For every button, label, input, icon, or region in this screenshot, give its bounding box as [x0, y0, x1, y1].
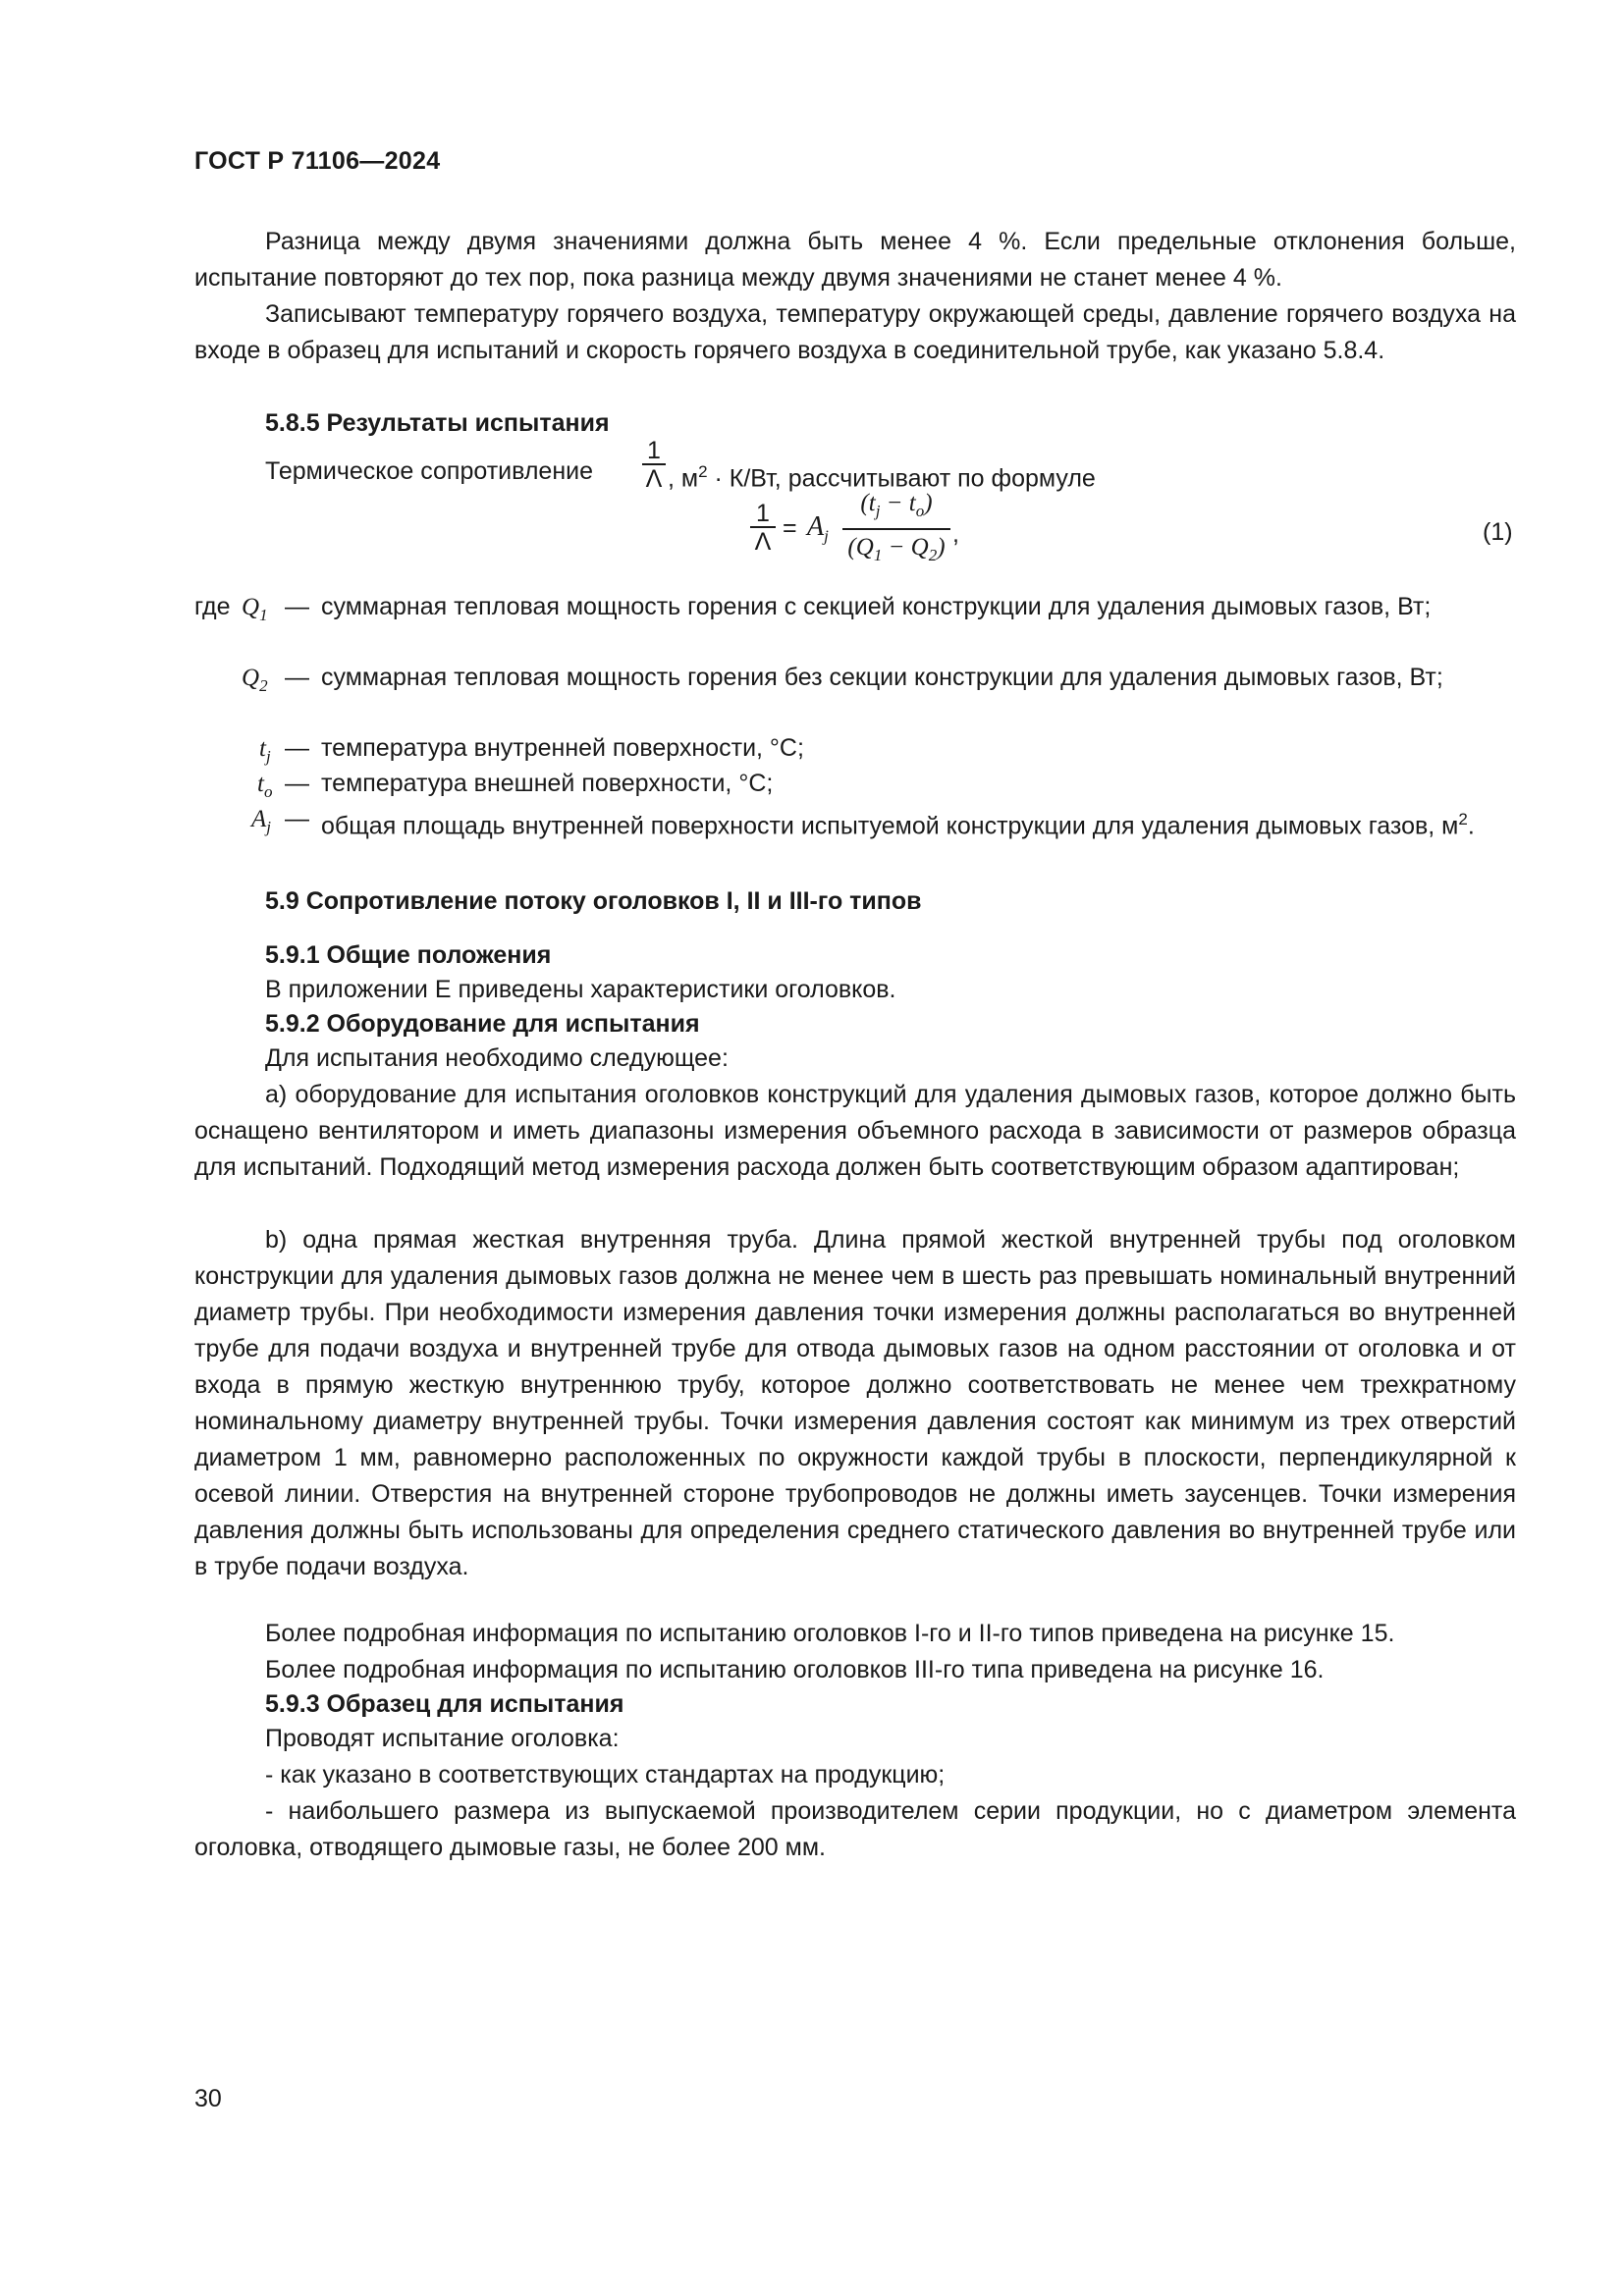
- paragraph-figure-15: Более подробная информация по испытанию оголовков I-го и II-го типов приведена на рисунке 15.: [265, 1620, 1395, 1647]
- def-text-to: температура внешней поверхности, °С;: [321, 770, 774, 797]
- def-aj-body: общая площадь внутренней поверхности испытуемой конструкции для удаления дымовых газов, м: [321, 812, 1459, 840]
- sub-j2: j: [266, 818, 272, 836]
- unit-m: , м: [668, 464, 699, 493]
- formula-rhs-numerator: [842, 487, 950, 528]
- def-dash-2: —: [285, 664, 309, 691]
- formula-lhs-numerator: 1: [756, 500, 770, 527]
- unit-tail: · К/Вт, рассчитывают по формуле: [707, 464, 1096, 493]
- formula-coefficient: [807, 511, 829, 547]
- num-sub-o: o: [915, 502, 925, 520]
- paragraph-deviation: Разница между двумя значениями должна быть менее 4 %. Если предельные отклонения больше, испытание повторяют до тех пор, пока разница между двумя значениями не станет менее 4 %.: [194, 228, 1516, 292]
- def-dash-4: —: [285, 770, 309, 797]
- def-dash-5: —: [285, 805, 309, 832]
- paragraph-figure-16: Более подробная информация по испытанию оголовков III-го типа приведена на рисунке 16.: [265, 1656, 1325, 1683]
- formula-equals: =: [783, 514, 797, 542]
- formula-comma: ,: [952, 520, 959, 548]
- def-aj-sup: 2: [1458, 810, 1468, 828]
- den-sub-1: 1: [873, 546, 883, 564]
- sub-1: 1: [259, 606, 268, 624]
- where-word: где: [194, 593, 231, 620]
- sub-2: 2: [259, 676, 268, 695]
- formula-rhs-fraction: [842, 487, 950, 572]
- formula-intro-unit: [668, 454, 1257, 497]
- inline-fraction-denominator: Λ: [642, 463, 666, 492]
- section-heading-5-8-5: 5.8.5 Результаты испытания: [265, 409, 610, 437]
- unit-sup: 2: [698, 462, 708, 481]
- sub-j: j: [265, 747, 271, 766]
- page-number: 30: [194, 2085, 222, 2112]
- def-text-q1: суммарная тепловая мощность горения с секцией конструкции для удаления дымовых газов, Вт;: [321, 593, 1432, 620]
- section-heading-5-9-3: 5.9.3 Образец для испытания: [265, 1690, 624, 1718]
- def-dash-3: —: [285, 734, 309, 762]
- num-close: ): [924, 490, 933, 516]
- formula-number: (1): [1483, 518, 1513, 546]
- def-symbol-q1: [242, 589, 268, 633]
- def-text-q2: суммарная тепловая мощность горения без секции конструкции для удаления дымовых газов, Вт;: [321, 664, 1443, 691]
- formula-lhs-denominator: Λ: [750, 526, 776, 555]
- section-heading-5-9: 5.9 Сопротивление потоку оголовков I, II и III-го типов: [265, 887, 922, 915]
- formula-lhs-fraction: [750, 501, 776, 555]
- formula-rhs-denominator: [842, 528, 950, 572]
- def-dash-1: —: [285, 593, 309, 620]
- def-symbol-q2: [242, 660, 268, 704]
- coef-subscript: j: [824, 526, 829, 546]
- section-heading-5-9-2: 5.9.2 Оборудование для испытания: [265, 1010, 700, 1038]
- bullet-standards: - как указано в соответствующих стандартах на продукцию;: [265, 1761, 946, 1789]
- def-text-aj: [321, 801, 1516, 844]
- sym-t2: t: [257, 771, 264, 797]
- list-item-a: a) оборудование для испытания оголовков конструкций для удаления дымовых газов, которое должно быть оснащено вентилятором и иметь диапазоны измерения объемного расхода в зависимости от размеров образца для испытаний. Подходящий метод измерения расхода должен быть соответствующим образом адаптирован;: [194, 1081, 1516, 1181]
- formula-intro-text: Термическое сопротивление: [265, 457, 593, 485]
- den-mid: − Q: [882, 534, 929, 561]
- sym-a: A: [251, 806, 267, 832]
- den-open: (Q: [847, 534, 874, 561]
- paragraph-record: Записывают температуру горячего воздуха, температуру окружающей среды, давление горячего воздуха на входе в образец для испытаний и скорость горячего воздуха в соединительной трубе, как указано 5.8.4.: [194, 300, 1516, 364]
- den-close: ): [937, 534, 946, 561]
- inline-fraction: [642, 438, 666, 492]
- num-mid: − t: [880, 490, 916, 516]
- den-sub-2: 2: [928, 546, 938, 564]
- inline-fraction-numerator: 1: [647, 437, 661, 464]
- where-label: [194, 589, 231, 625]
- paragraph-appendix: В приложении Е приведены характеристики оголовков.: [265, 976, 896, 1003]
- def-text-tj: температура внутренней поверхности, °С;: [321, 734, 804, 762]
- def-symbol-aj: [251, 801, 271, 845]
- document-header: ГОСТ Р 71106—2024: [194, 147, 441, 175]
- bullet-largest-size: - наибольшего размера из выпускаемой производителем серии продукции, но с диаметром элемента оголовка, отводящего дымовые газы, не более 200 мм.: [194, 1797, 1516, 1861]
- num-open: (t: [860, 490, 876, 516]
- sub-o: o: [263, 782, 273, 801]
- paragraph-equipment-intro: Для испытания необходимо следующее:: [265, 1044, 729, 1072]
- list-item-b: b) одна прямая жесткая внутренняя труба. Длина прямой жесткой внутренней трубы под оголовком конструкции для удаления дымовых газов должна не менее чем в шесть раз превышать номинальный внутренний диаметр трубы. При необходимости измерения давления точки измерения должны располагаться во внутренней трубе для подачи воздуха и внутренней трубе для отвода дымовых газов на одном расстоянии от оголовка и от входа в прямую жесткую внутреннюю трубу, которое должно соответствовать не менее чем трехкратному номинальному диаметру внутренней трубы. Точки измерения давления состоят как минимум из трех отверстий диаметром 1 мм, равномерно расположенных по окружности каждой трубы в плоскости, перпендикулярной к осевой линии. Отверстия на внутренней стороне трубопроводов не должны иметь заусенцев. Точки измерения давления должны быть использованы для определения среднего статического давления во внутренней трубе или в трубе подачи воздуха.: [194, 1226, 1516, 1580]
- section-heading-5-9-1: 5.9.1 Общие положения: [265, 941, 552, 969]
- sym-q2: Q: [242, 665, 260, 691]
- paragraph-sample-intro: Проводят испытание оголовка:: [265, 1725, 620, 1752]
- sym-q: Q: [242, 594, 260, 620]
- sym-t: t: [259, 735, 266, 762]
- num-sub-j: j: [875, 502, 881, 520]
- def-aj-end: .: [1467, 812, 1475, 840]
- coef-symbol: A: [807, 511, 825, 542]
